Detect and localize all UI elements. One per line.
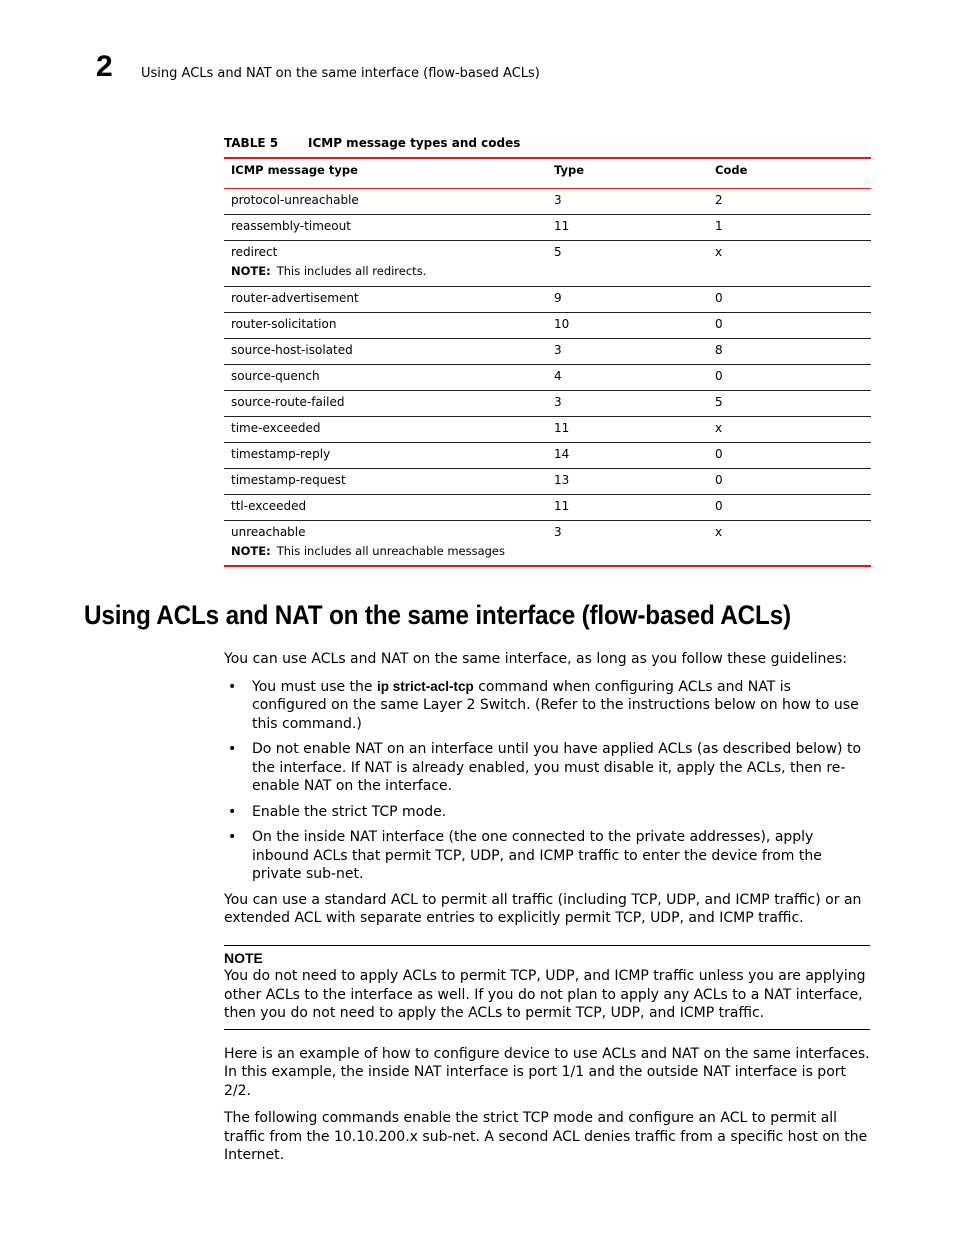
cell-type: 3 xyxy=(547,390,708,416)
bullet-text: command when configuring ACLs and NAT is configured on the same Layer 2 Switch. (Refer to the instructions below on how to use this command.) xyxy=(252,678,859,732)
cell-message-type: router-advertisement xyxy=(224,286,547,312)
section-body xyxy=(224,650,870,1174)
cell-note-text: This includes all unreachable messages xyxy=(276,543,505,558)
table-row xyxy=(224,364,871,390)
cell-note-label: NOTE: xyxy=(231,263,271,278)
icmp-table xyxy=(224,157,871,567)
cell-message-type: source-route-failed xyxy=(224,390,547,416)
table-row xyxy=(224,214,871,240)
note-title: NOTE xyxy=(224,949,263,966)
cell-code: 5 xyxy=(708,390,871,416)
cell-code: 2 xyxy=(708,188,871,214)
cell-message-type-name: unreachable xyxy=(231,524,306,539)
list-item xyxy=(224,740,870,796)
cell-message-type: timestamp-request xyxy=(224,468,547,494)
cell-code: 0 xyxy=(708,364,871,390)
cell-message-type xyxy=(224,240,547,286)
cell-message-type: source-host-isolated xyxy=(224,338,547,364)
paragraph: You can use a standard ACL to permit all traffic (including TCP, UDP, and ICMP traffic) or an extended ACL with separate entries to explicitly permit TCP, UDP, and ICMP traffic. xyxy=(224,891,862,926)
cell-type: 3 xyxy=(547,338,708,364)
table-row xyxy=(224,468,871,494)
table-caption-title: ICMP message types and codes xyxy=(308,136,521,150)
bullet-icon: • xyxy=(228,678,237,695)
cell-message-type: reassembly-timeout xyxy=(224,214,547,240)
cell-code: 0 xyxy=(708,442,871,468)
cell-type: 11 xyxy=(547,214,708,240)
cell-message-type: router-solicitation xyxy=(224,312,547,338)
cell-code: 8 xyxy=(708,338,871,364)
note-box xyxy=(224,945,870,1030)
bullet-icon: • xyxy=(228,829,237,845)
cell-note-label: NOTE: xyxy=(231,543,271,558)
table-row xyxy=(224,416,871,442)
cell-type: 3 xyxy=(547,188,708,214)
table-row xyxy=(224,338,871,364)
table-row xyxy=(224,494,871,520)
list-item xyxy=(224,828,870,884)
cell-note-text: This includes all redirects. xyxy=(276,263,427,278)
bullet-text: Enable the strict TCP mode. xyxy=(252,803,447,820)
cell-code: 0 xyxy=(708,494,871,520)
cell-note xyxy=(231,264,541,278)
cell-type: 11 xyxy=(547,416,708,442)
cell-type: 14 xyxy=(547,442,708,468)
section-title: Using ACLs and NAT on the same interface (flow-based ACLs) xyxy=(84,600,791,630)
table-row xyxy=(224,520,871,566)
cell-message-type: ttl-exceeded xyxy=(224,494,547,520)
bullet-text: On the inside NAT interface (the one connected to the private addresses), apply inbound ACLs that permit TCP, UDP, and ICMP traffic to enter the device from the private sub-net. xyxy=(252,829,822,882)
guidelines-list xyxy=(224,678,870,884)
bullet-text: You must use the xyxy=(252,678,377,695)
bullet-icon: • xyxy=(228,741,237,757)
table-row xyxy=(224,286,871,312)
table-header-row xyxy=(224,158,871,188)
bullet-text: Do not enable NAT on an interface until you have applied ACLs (as described below) to the interface. If NAT is already enabled, you must disable it, apply the ACLs, then re-enable NAT on the interface. xyxy=(252,741,862,794)
cell-note xyxy=(231,544,541,558)
cell-type: 10 xyxy=(547,312,708,338)
cell-message-type: protocol-unreachable xyxy=(224,188,547,214)
cell-message-type: time-exceeded xyxy=(224,416,547,442)
cell-type: 9 xyxy=(547,286,708,312)
intro-paragraph: You can use ACLs and NAT on the same interface, as long as you follow these guidelines: xyxy=(224,651,848,667)
paragraph: The following commands enable the strict TCP mode and configure an ACL to permit all traffic from the 10.10.200.x sub-net. A second ACL denies traffic from a specific host on the Internet. xyxy=(224,1110,868,1163)
column-header-type: Type xyxy=(547,158,708,188)
table-row xyxy=(224,390,871,416)
cell-type: 3 xyxy=(547,520,708,566)
table-caption-label: TABLE 5 xyxy=(224,136,279,150)
column-header-code: Code xyxy=(708,158,871,188)
cell-message-type: source-quench xyxy=(224,364,547,390)
paragraph: Here is an example of how to configure device to use ACLs and NAT on the same interfaces. In this example, the inside NAT interface is port 1/1 and the outside NAT interface is port 2/2. xyxy=(224,1045,870,1099)
running-header: Using ACLs and NAT on the same interface (flow-based ACLs) xyxy=(141,66,540,81)
cell-code: x xyxy=(708,240,871,286)
cell-code: x xyxy=(708,416,871,442)
cell-message-type: timestamp-reply xyxy=(224,442,547,468)
table-row xyxy=(224,188,871,214)
cell-type: 11 xyxy=(547,494,708,520)
cell-message-type-name: redirect xyxy=(231,244,278,259)
table-row xyxy=(224,240,871,286)
cell-message-type xyxy=(224,520,547,566)
cell-code: x xyxy=(708,520,871,566)
table-caption xyxy=(224,136,520,150)
chapter-number: 2 xyxy=(96,50,113,83)
cell-type: 13 xyxy=(547,468,708,494)
cell-code: 0 xyxy=(708,312,871,338)
cell-type: 4 xyxy=(547,364,708,390)
cell-code: 0 xyxy=(708,468,871,494)
table-row xyxy=(224,442,871,468)
column-header-message-type: ICMP message type xyxy=(224,158,547,188)
bullet-icon: • xyxy=(228,803,237,820)
note-text: You do not need to apply ACLs to permit TCP, UDP, and ICMP traffic unless you are applying other ACLs to the interface as well. If you do not plan to apply any ACLs to a NAT interface, then you do not need to apply the ACLs to permit TCP, UDP, and ICMP traffic. xyxy=(224,968,866,1021)
cell-type: 5 xyxy=(547,240,708,286)
list-item xyxy=(224,678,870,734)
command-text: ip strict-acl-tcp xyxy=(376,678,474,694)
list-item xyxy=(224,803,870,822)
cell-code: 1 xyxy=(708,214,871,240)
table-row xyxy=(224,312,871,338)
cell-code: 0 xyxy=(708,286,871,312)
